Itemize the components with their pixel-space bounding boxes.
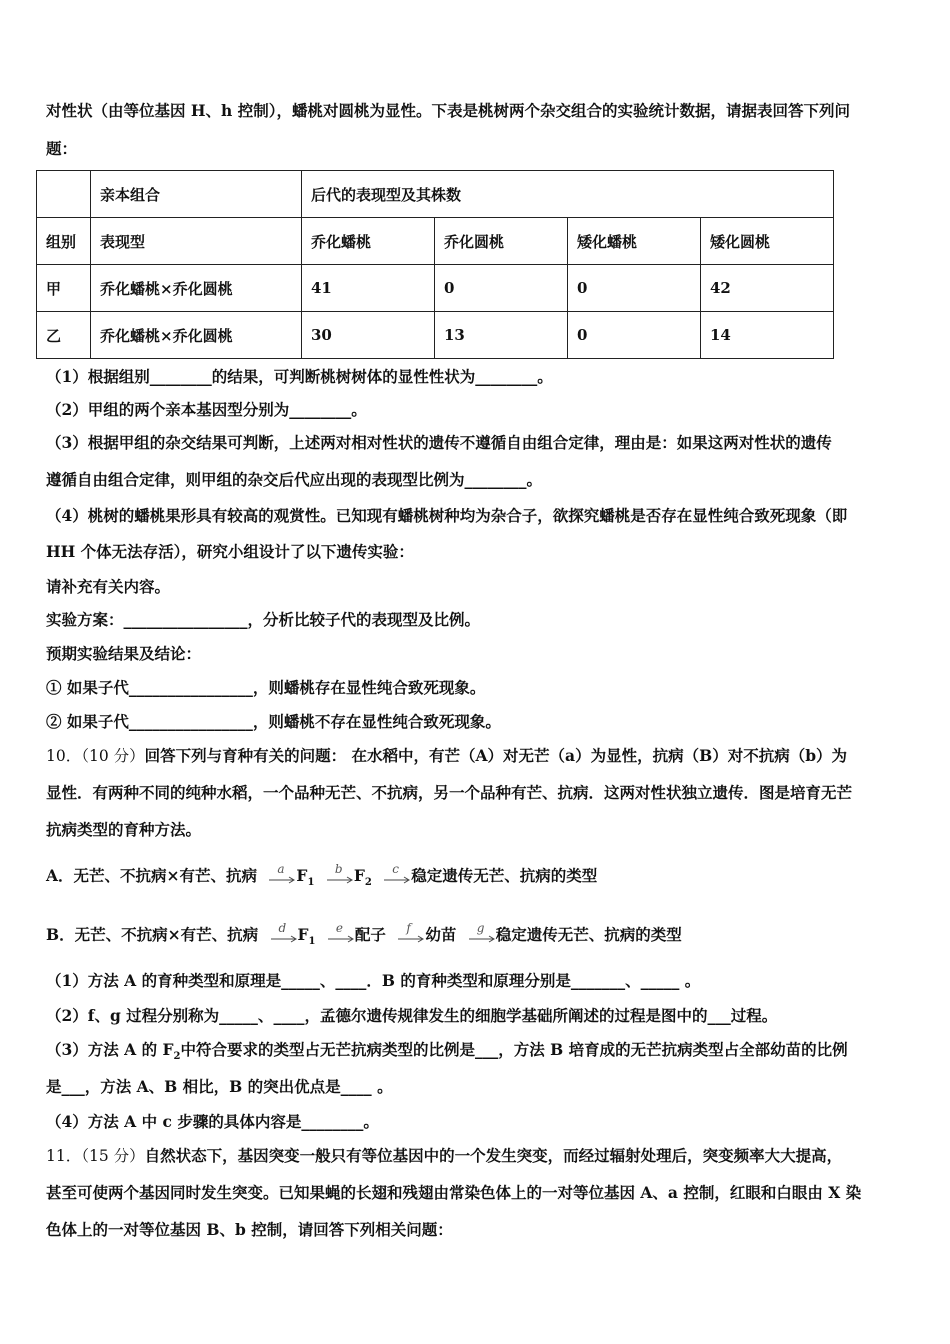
q9-result-2: ② 如果子代________________，则蟠桃不存在显性纯合致死现象。 [46, 712, 501, 731]
table-cell: 甲 [37, 265, 91, 312]
method-a-parents: A．无芒、不抗病×有芒、抗病 [46, 866, 258, 885]
q9-part4-line1: （4）桃树的蟠桃果形具有较高的观赏性。已知现有蟠桃树种均为杂合子，欲探究蟠桃是否存在显性纯合致死现象（即 [46, 506, 848, 525]
f1-label: $F_1$ [296, 866, 315, 889]
method-b-result: 稳定遗传无芒、抗病的类型 [495, 925, 682, 944]
q10-sub3-line2: 是___，方法 A、B 相比，B 的突出优点是____ 。 [46, 1077, 393, 1096]
q9-experiment-plan: 实验方案：________________，分析比较子代的表现型及比例。 [46, 610, 481, 629]
q10-sub1: （1）方法 A 的育种类型和原理是_____、____．B 的育种类型和原理分别是_______、_____ 。 [46, 971, 701, 990]
q9-part2: （2）甲组的两个亲本基因型分别为________。 [46, 400, 367, 419]
q11-line-3: 色体上的一对等位基因 B、b 控制，请回答下列相关问题： [46, 1220, 453, 1239]
q9-part3-line2: 遵循自由组合定律，则甲组的杂交后代应出现的表现型比例为________。 [46, 470, 543, 489]
table-header-cell: 乔化圆桃 [435, 218, 568, 265]
arrow-icon [397, 921, 425, 952]
q11-text: 自然状态下，基因突变一般只有等位基因中的一个发生突变，而经过辐射处理后，突变频率大大提高， [144, 1146, 843, 1165]
table-cell: 乙 [37, 312, 91, 359]
q9-part4-line3: 请补充有关内容。 [46, 577, 171, 596]
arrow-label: c [392, 862, 399, 877]
table-cell: 0 [435, 265, 568, 312]
table-cell: 14 [701, 312, 834, 359]
q11-line-1 [46, 1146, 842, 1166]
method-b-flow [46, 921, 682, 952]
arrow-label: b [334, 862, 343, 877]
table-cell: 42 [701, 265, 834, 312]
table-cell: 0 [568, 312, 701, 359]
q10-line-1 [46, 746, 847, 766]
table-header-row-1 [37, 171, 834, 218]
table-header-row-2 [37, 218, 834, 265]
table-header-cell: 表现型 [91, 218, 302, 265]
arrow-icon [383, 862, 411, 893]
table-cell: 41 [302, 265, 435, 312]
arrow-icon [327, 921, 355, 952]
intro-line-2: 题： [46, 139, 78, 158]
table-row [37, 312, 834, 359]
q9-part4-line2: HH 个体无法存活），研究小组设计了以下遗传实验： [46, 542, 414, 561]
table-header-cell: 矮化蟠桃 [568, 218, 701, 265]
q10-sub3-line1: （3）方法 A 的 $F_2$中符合要求的类型占无芒抗病类型的比例是___，方法 B 培育成的无芒抗病类型占全部幼苗的比例 [46, 1040, 848, 1063]
q10-line-3: 抗病类型的育种方法。 [46, 820, 202, 839]
arrow-label: e [335, 921, 343, 936]
method-a-result: 稳定遗传无芒、抗病的类型 [411, 866, 598, 885]
cross-data-table [36, 170, 834, 359]
arrow-label: d [278, 921, 287, 936]
f1-label: $F_1$ [297, 925, 316, 948]
q9-part3-line1: （3）根据甲组的杂交结果可判断，上述两对相对性状的遗传不遵循自由组合定律，理由是：如果这两对性状的遗传 [46, 433, 832, 452]
q10-sub2: （2）f、g 过程分别称为_____、____，孟德尔遗传规律发生的细胞学基础所阐述的过程是图中的___过程。 [46, 1006, 778, 1025]
table-row [37, 265, 834, 312]
table-header-cell [37, 171, 91, 218]
q10-sub4: （4）方法 A 中 c 步骤的具体内容是________。 [46, 1112, 379, 1131]
q9-expected-result: 预期实验结果及结论： [46, 644, 202, 663]
arrow-icon [268, 862, 296, 893]
arrow-icon [326, 862, 354, 893]
table-cell: 30 [302, 312, 435, 359]
q9-part1: （1）根据组别________的结果，可判断桃树树体的显性性状为________。 [46, 367, 553, 386]
q11-line-2: 甚至可使两个基因同时发生突变。已知果蝇的长翅和残翅由常染色体上的一对等位基因 A、a 控制，红眼和白眼由 X 染 [46, 1183, 862, 1202]
q11-number: 11．（15 分） [46, 1147, 145, 1165]
q10-text: 回答下列与育种有关的问题： 在水稻中，有芒（A）对无芒（a）为显性，抗病（B）对不抗病（b）为 [144, 746, 848, 765]
table-cell: 乔化蟠桃×乔化圆桃 [91, 265, 302, 312]
table-header-cell: 组别 [37, 218, 91, 265]
q9-result-1: ① 如果子代________________，则蟠桃存在显性纯合致死现象。 [46, 678, 486, 697]
q10-line-2: 显性．有两种不同的纯种水稻，一个品种无芒、不抗病，另一个品种有芒、抗病．这两对性状独立遗传．图是培育无芒 [46, 783, 853, 802]
table-header-cell: 矮化圆桃 [701, 218, 834, 265]
gamete-label: 配子 [354, 925, 386, 944]
q10-number: 10．（10 分） [46, 747, 145, 765]
arrow-icon [270, 921, 298, 952]
table-cell: 乔化蟠桃×乔化圆桃 [91, 312, 302, 359]
arrow-label: g [476, 921, 485, 936]
f2-label: $F_2$ [353, 866, 372, 889]
arrow-label: f [406, 921, 411, 936]
method-a-flow [46, 862, 598, 893]
intro-line-1: 对性状（由等位基因 H、h 控制），蟠桃对圆桃为显性。下表是桃树两个杂交组合的实验统计数据，请据表回答下列问 [46, 101, 850, 120]
table-cell: 0 [568, 265, 701, 312]
table-header-cell: 亲本组合 [91, 171, 302, 218]
table-header-cell: 乔化蟠桃 [302, 218, 435, 265]
table-cell: 13 [435, 312, 568, 359]
table-header-cell: 后代的表现型及其株数 [302, 171, 834, 218]
seedling-label: 幼苗 [425, 925, 457, 944]
arrow-icon [468, 921, 496, 952]
arrow-label: a [277, 862, 285, 877]
method-b-parents: B．无芒、不抗病×有芒、抗病 [46, 925, 259, 944]
